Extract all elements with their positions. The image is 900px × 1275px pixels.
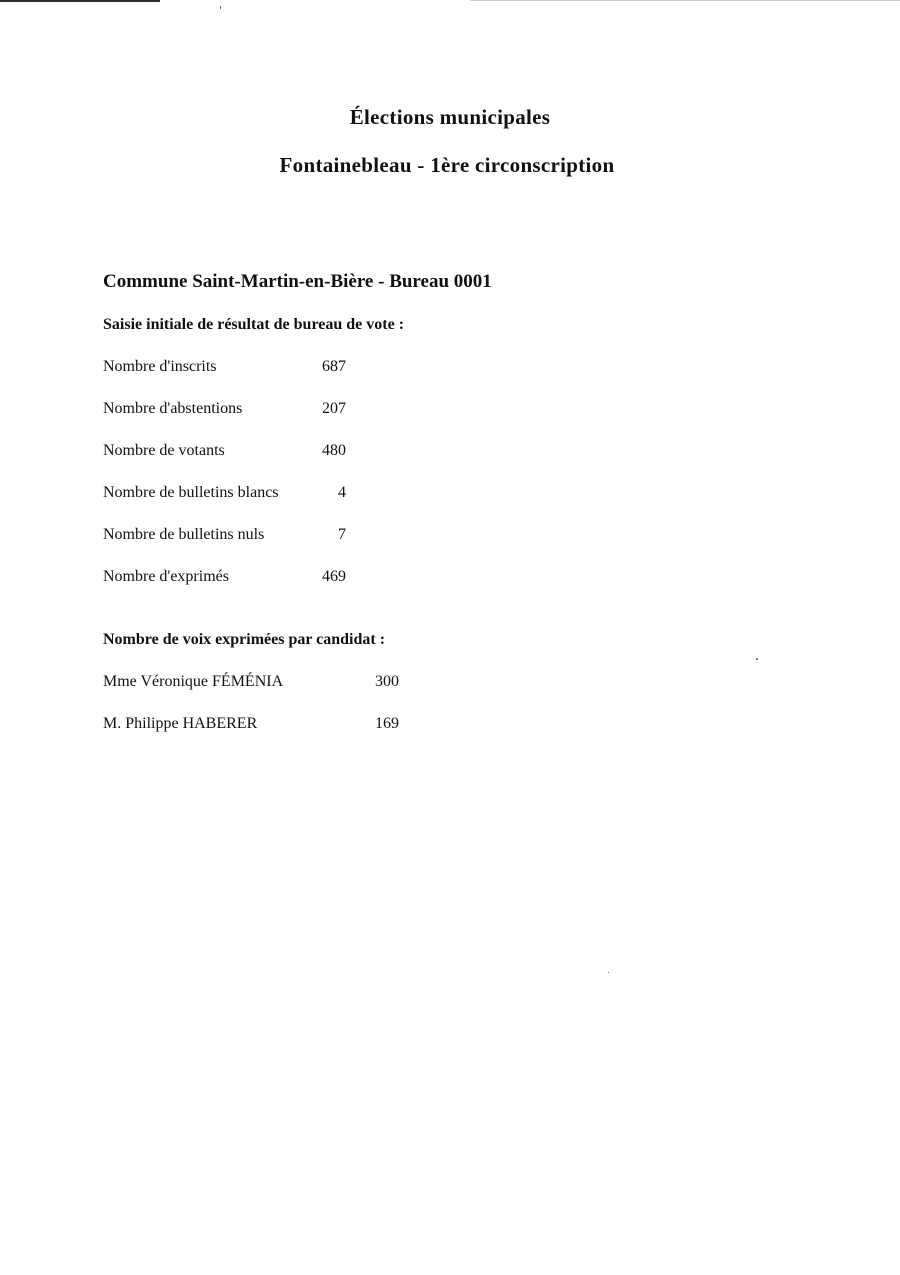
stat-label: Nombre d'inscrits <box>103 358 217 375</box>
stat-value: 4 <box>338 484 346 501</box>
candidate-votes: 169 <box>375 715 399 732</box>
candidates-heading: Nombre de voix exprimées par candidat : <box>103 631 386 648</box>
stat-label: Nombre d'exprimés <box>103 568 229 585</box>
stat-value: 7 <box>338 526 346 543</box>
stat-label: Nombre de bulletins nuls <box>103 526 265 543</box>
candidate-votes: 300 <box>375 673 399 690</box>
commune-heading: Commune Saint-Martin-en-Bière - Bureau 0001 <box>103 271 492 292</box>
stat-value: 480 <box>322 442 346 459</box>
stat-label: Nombre de votants <box>103 442 225 459</box>
scan-speck <box>220 6 221 9</box>
scan-edge-mark <box>0 0 160 2</box>
candidate-name: Mme Véronique FÉMÉNIA <box>103 673 284 690</box>
stat-label: Nombre de bulletins blancs <box>103 484 279 501</box>
scan-speck <box>608 972 609 973</box>
stat-value: 687 <box>322 358 346 375</box>
stat-label: Nombre d'abstentions <box>103 400 243 417</box>
document-title: Élections municipales <box>349 105 551 129</box>
results-heading: Saisie initiale de résultat de bureau de vote : <box>103 316 405 333</box>
candidate-name: M. Philippe HABERER <box>103 715 258 732</box>
document-subtitle: Fontainebleau - 1ère circonscription <box>279 153 615 177</box>
scan-speck <box>756 658 758 660</box>
scan-edge-mark <box>470 0 900 1</box>
stat-value: 469 <box>322 568 346 585</box>
stat-value: 207 <box>322 400 346 417</box>
